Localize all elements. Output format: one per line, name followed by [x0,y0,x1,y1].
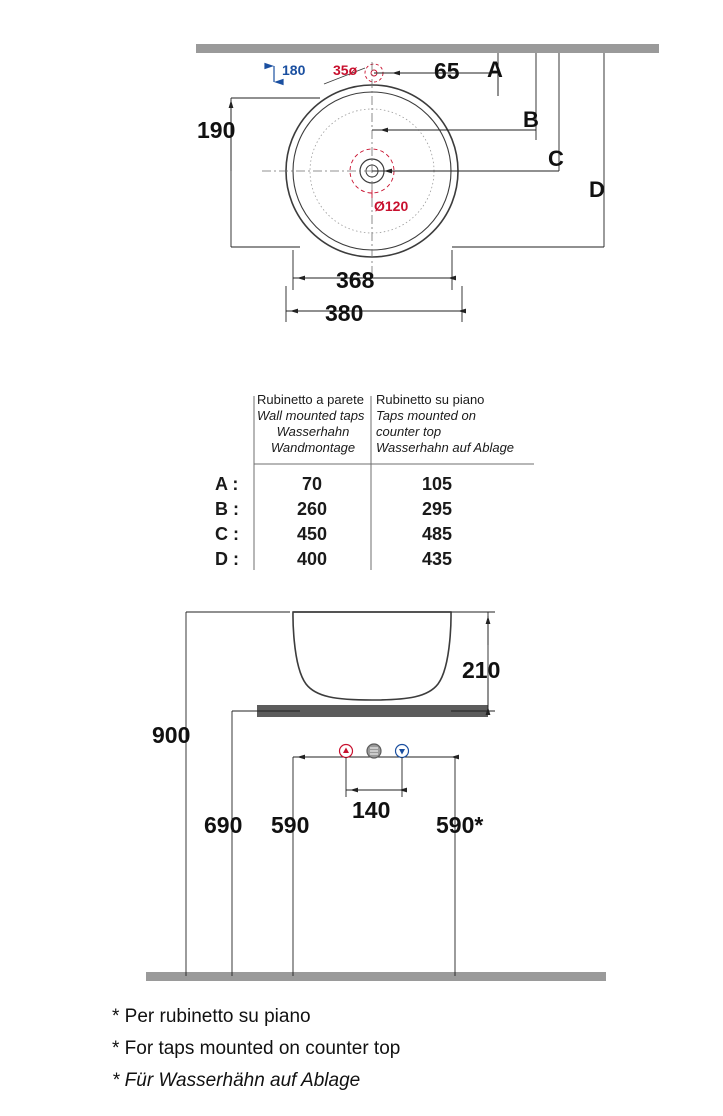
table-header-wall [257,392,369,456]
table-header-wall-line-4: Wandmontage [270,440,356,455]
footnote-it: * Per rubinetto su piano [112,1006,311,1027]
dim-label-590-star: 590* [436,812,484,838]
dim-label-180: 180 [282,62,306,78]
table-header-wall-line-1: Rubinetto a parete [257,392,364,407]
dim-label-65: 65 [434,58,460,84]
ref-letter-A: A [487,57,503,82]
table-cell-D-counter: 435 [421,549,453,569]
table-cell-C-counter: 485 [421,524,453,544]
wall-band-top [196,44,659,53]
dim-label-368: 368 [336,267,375,293]
ref-letter-B: B [523,107,539,132]
table-cell-A-wall: 70 [301,474,323,494]
dim-label-190: 190 [197,117,236,143]
dim-label-900: 900 [152,722,191,748]
dim-label-diameter-120: Ø120 [374,198,409,214]
table-header-counter-line-1: Rubinetto su piano [376,392,485,407]
table-row-label-C: C : [215,524,239,544]
dim-label-590: 590 [271,812,310,838]
table-cell-C-wall: 450 [296,524,328,544]
dim-label-690: 690 [204,812,243,838]
table-row-label-D: D : [215,549,239,569]
footnote-de: * Für Wasserhähn auf Ablage [112,1070,361,1091]
ref-letter-D: D [589,177,605,202]
table-header-counter-line-2: Taps mounted on [376,408,476,423]
table-header-counter-line-4: Wasserhahn auf Ablage [376,440,515,455]
dim-label-380: 380 [325,300,364,326]
table-cell-B-wall: 260 [296,499,328,519]
table-row-label-B: B : [215,499,239,519]
table-cell-B-counter: 295 [421,499,453,519]
footnote-en: * For taps mounted on counter top [112,1038,401,1059]
basin-side-profile [293,612,451,700]
table-header-counter-line-3: counter top [376,424,442,439]
floor-band [146,972,606,981]
table-cell-A-counter: 105 [421,474,453,494]
table-row-label-A: A : [215,474,239,494]
table-header-wall-line-2: Wall mounted taps [257,408,365,423]
table-header-wall-line-3: Wasserhahn [276,424,350,439]
table-header-counter [376,392,541,456]
dim-label-210: 210 [462,657,501,683]
dim-label-140: 140 [352,797,391,823]
dim-label-35-hole: 35ø [333,62,358,78]
ref-letter-C: C [548,146,564,171]
table-cell-D-wall: 400 [296,549,328,569]
